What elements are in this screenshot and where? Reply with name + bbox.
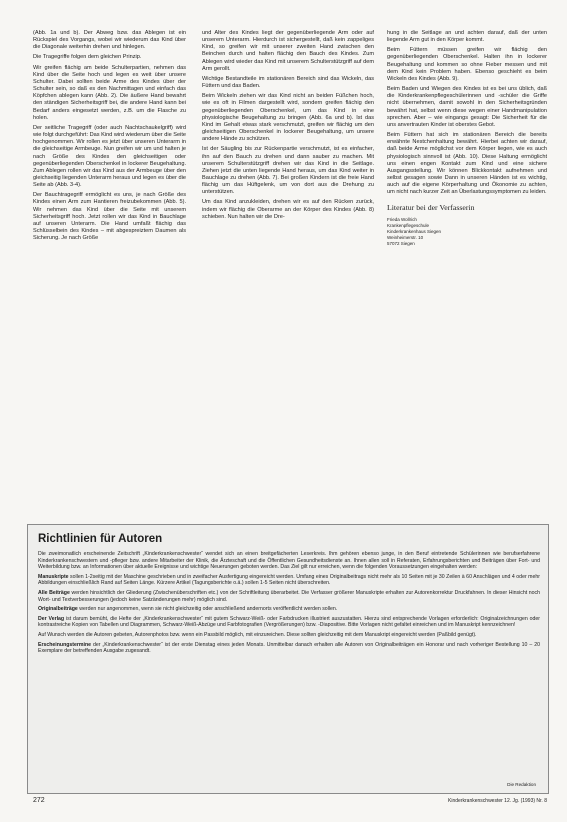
guidelines-text: ist darum bemüht, die Hefte der „Kinderkrankenschwester“ mit gutem Schwarz-Weiß- oder Farbdrucken illustriert auszustatten. Hierzu sind entsprechende Vorlagen erforderlich: Originalzeichnungen oder kontrastreiche Kopien von Tabellen und Diagrammen, Schwarz-Weiß-Abzüge und Farbfotografien (Vergrößerungen) bzw. -Diapositive. Bitte Vorlagen nicht gefaltet einreichen und im Manuskript kennzeichnen!	[38, 615, 540, 629]
address-line: Kinderkrankenhaus Siegen	[387, 228, 442, 234]
address-line: Frieda Wollrich	[387, 216, 417, 222]
guidelines-text: der „Kinderkrankenschwester“ ist der erste Dienstag eines jeden Monats. Unmittelbar danach erhalten alle Autoren von Originalbeiträgen ein Honorar und nach vorheriger Bestellung 10 – 20 Exemplare der betreffenden Ausgabe zugesandt.	[38, 641, 540, 655]
guidelines-body	[38, 551, 540, 655]
col2-paragraph: und Alter des Kindes liegt der gegenüberliegende Arm oder auf unserem Unterarm. Hierdurch ist sichergestellt, daß kein zappeliges Kind, so greifen wir mit unserer zweiten Hand zwischen den Beinchen durch und halten flächig den Bauch des Kindes. Zum Ablegen wird wieder das Kind mit unserem Schulterstützgriff auf dem Arm gerollt.	[202, 30, 374, 72]
guidelines-text: sollen 1-2seitig mit der Maschine geschrieben und in zweifacher Ausfertigung eingereicht werden. Umfang eines Originalbeitrags nicht mehr als 10 Seiten mit je 30 Zeilen à 60 Anschlägen und 4 oder mehr Abbildungen einschließlich Rand auf Seiten Länge. Kürzere Artikel (Tagungsberichte o.ä.) sollen 1-5 Seiten nicht überschreiten.	[38, 573, 540, 587]
col2-paragraph: Um das Kind anzukleiden, drehen wir es auf den Rücken zurück, indem wir flächig die Oberarme an der Körper des Kindes (Abb. 8) schieben. Nun halten wir die Dre-	[202, 199, 374, 220]
guidelines-label: Alle Beiträge	[38, 589, 70, 596]
col1-paragraph: Die Tragegriffe folgen dem gleichen Prinzip.	[33, 54, 142, 61]
guidelines-text: werden nur angenommen, wenn sie nicht gleichzeitig oder anschließend andernorts veröffentlicht werden sollen.	[77, 606, 338, 613]
guidelines-paragraph: Die zweimonatlich erscheinende Zeitschrift „Kinderkrankenschwester“ wendet sich an einen breitgefächerten Leserkreis. Ihm gehören ebenso junge, in den Beruf eintretende Schülerinnen wie berufserfahrene Kinderkrankenschwestern und -pfleger bzw. andere Mitarbeiter der Klinik, die Ärzteschaft und die Öffentlichen Gesundheitsdienste an. Ihnen allen soll in Referaten, Erfahrungsberichten und Beiträgen über Fort- und Weiterbildung bzw. an Informationen über aktuelle Ereignisse und wichtige Neuerungen geboten werden. Das Ziel gilt nur erreichen, wenn die folgenden Voraussetzungen eingehalten werden:	[38, 551, 540, 571]
guidelines-label: Der Verlag	[38, 615, 65, 622]
page-number: 272	[33, 797, 45, 804]
guidelines-signature: Die Redaktion	[507, 782, 536, 787]
address-line: Krankenpflegeschule	[387, 222, 430, 228]
guidelines-paragraph	[38, 616, 540, 629]
col3-paragraph: Beim Baden und Wiegen des Kindes ist es bei uns üblich, daß die Kinderkrankenpflegeschülerinnen und -schüler die Griffe nicht übernehmen, damit sowohl in den Sicherheitsgründen bewährt hat, selbst wenn diese wegen einer Handmanipulation sprechen. Aber – wie eingangs gesagt: Die Sicherheit für die uns anvertrauten Kinder ist oberstes Gebot.	[387, 86, 547, 128]
guidelines-paragraph	[38, 574, 540, 587]
col1-paragraph: (Abb. 1a und b). Der Abweg bzw. das Ablegen ist ein Rückspiel des Vorgangs, wobei wir wiederum das Kind über die Diagonale weiterhin drehen und hinlegen.	[33, 30, 186, 51]
article-column-3	[387, 30, 547, 247]
col1-paragraph: Der seitliche Tragegriff (oder auch Nachtschaukelgriff) wird wie folgt durchgeführt: Das Kind wird wiederum über die Seite hochgenommen. Wir rollen es jetzt über unseren Unterarm in die gleichseitige Armbeuge. Nun greifen wir um und halten je nach Größe des Kindes den gleichseitigen oder gegenüberliegenden Oberschenkel in lockerer Beugehaltung. Zum Ablegen rollen wir das Kind aus der Armbeuge über den gleichseitig liegenden Unterarm heraus und legen es über die Seite ab (Abb. 3-4).	[33, 124, 186, 189]
col2-paragraph: Beim Wickeln ziehen wir das Kind nicht an beiden Füßchen hoch, wie es oft in Filmen dargestellt wird, sondern greifen flächig den gegenüberliegenden Oberschenkel, um das Kind in eine physiologische Beugehaltung zu bringen (Abb. 6a und b). Ist das Kind im Gehalt etwas stark verschmutzt, greifen wir flächig um den gleichseitigen Oberschenkel in lockerer Beugehaltung, um unsere andere Hände zu schützen.	[202, 93, 374, 143]
guidelines-title: Richtlinien für Autoren	[38, 533, 163, 545]
guidelines-paragraph	[38, 606, 540, 613]
author-address	[387, 217, 547, 247]
literature-heading: Literatur bei der Verfasserin	[387, 203, 475, 213]
address-line: 57072 Siegen	[387, 240, 415, 246]
guidelines-label: Originalbeiträge	[38, 606, 78, 613]
guidelines-label: Manuskripte	[38, 573, 69, 580]
col3-paragraph: Beim Füttern müssen greifen wir flächig den gegenüberliegenden Oberschenkel. Halten ihn in lockerer Beugehaltung und kommen so ohne Fieber messen und mit dem Kind kein Problem haben. Ebenso geschieht es beim Wickeln des Kindes (Abb. 9).	[387, 47, 547, 82]
col1-paragraph: Der Bauchtragegriff ermöglicht es uns, je nach Größe des Kindes einen Arm zum Hantieren freizubekommen (Abb. 5). Wir nehmen das Kind über die Seite mit unserem Sicherheitsgriff hoch. Jetzt rollen wir das Kind in Bauchlage auf unseren Unterarm. Die Hand umfaßt flächig das Schlüsselbein des Kindes – mit abgespreiztem Daumen als Sicherung. Je nach Größe	[33, 192, 186, 242]
col2-paragraph: Wichtige Bestandteile im stationären Bereich sind das Wickeln, das Füttern und das Baden.	[202, 75, 374, 90]
guidelines-paragraph	[38, 590, 540, 603]
author-guidelines-box	[27, 524, 549, 794]
guidelines-text: werden die Autoren gebeten, Autorenphotos bzw. wenn ein Passbild möglich, mit einzureichen. Diese sollten gleichzeitig mit dem Manuskript eingereicht werden (Paßbild genügt).	[65, 631, 477, 638]
col2-paragraph: Ist der Säugling bis zur Rückenpartie verschmutzt, ist es einfacher, ihn auf den Bauch zu drehen und dann sauber zu machen. Mit unserem Schulterstützgriff drehen wir das Kind in die Seitlage. Ziehen jetzt die unten liegende Hand heraus, um das Kind weiter in Bauchlage zu drehen (Abb. 7). Bei großen Kindern ist die freie Hand flächig um das Hüftgelenk, um von dort aus die Drehung zu unterstützen.	[202, 146, 374, 196]
guidelines-label: Auf Wunsch	[38, 631, 66, 638]
guidelines-paragraph	[38, 632, 540, 639]
address-line: Weinheimerstr. 10	[387, 234, 424, 240]
article-column-1	[33, 30, 186, 245]
col1-paragraph: Wir greifen flächig am beide Schulterpartien, nehmen das Kind über die Seite hoch und legen es weit über unsere Schulter. Dabei sollten beide Arme des Kindes über der Schulter sein, so daß es den Nachmittagen und einfach das Köpfchen ablegen kann (Abb. 2). Die äußere Hand bewahrt den ständigen Sicherheitsgriff bei, die andere Hand kann bei Bedarf anders eingesetzt werden, z.B. um die Flasche zu holen.	[33, 64, 186, 121]
guidelines-paragraph	[38, 642, 540, 655]
article-column-2	[202, 30, 374, 224]
guidelines-text: werden hinsichtlich der Gliederung (Zwischenüberschriften etc.) von der Schriftleitung überarbeitet. Die Verfasser größerer Manuskripte erhalten zur Autorenkorrektur Druckfahnen. In dieser Hinsicht noch Wort- und Textverbesserungen (jedoch keine Satzänderungen mehr) möglich sind.	[38, 589, 541, 603]
col3-paragraph: Beim Füttern hat sich im stationären Bereich die bereits erwähnte Nestchenhaltung bewährt. Hierbei achten wir darauf, daß beide Arme möglichst vor dem Körper liegen, wie es auch physiologisch sinnvoll ist (Abb. 10). Diese Haltung ermöglicht uns einen engen Kontakt zum Kind und eine sichere Ausgangsstellung. Wir können Blickkontakt aufnehmen und selbst gesagen sowie Dann in unseren Händen ist es wichtig, auch auf die eigene Körperhaltung und Ökonomie zu achten, um nicht nach kurzer Zeit an Überlastungssymptomen zu leiden.	[387, 132, 547, 196]
guidelines-label: Erscheinungstermine	[38, 641, 92, 648]
journal-footer: Kinderkrankenschwester 12. Jg. (1993) Nr. 8	[448, 798, 547, 804]
col3-paragraph: hung in die Seitlage an und achten darauf, daß der unten liegende Arm gut in den Körper kommt.	[387, 30, 547, 44]
